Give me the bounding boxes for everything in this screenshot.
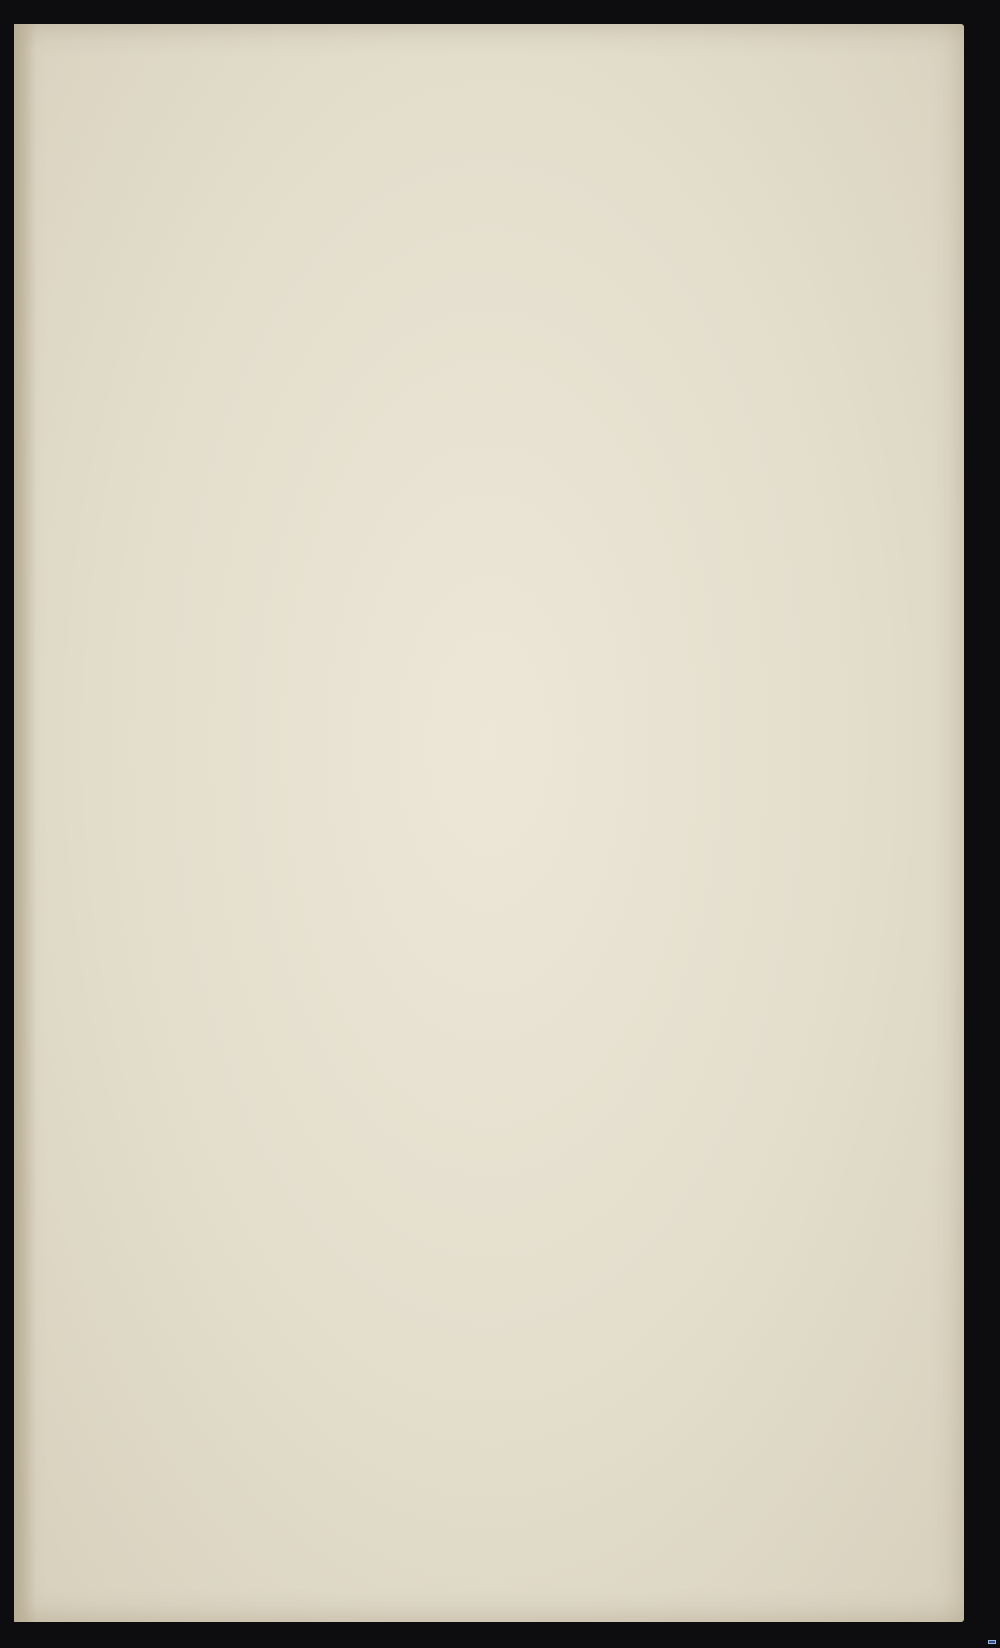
book-page bbox=[14, 24, 964, 1622]
dfg-logo bbox=[988, 1640, 996, 1644]
page-gutter-shadow bbox=[14, 24, 36, 1622]
page-text bbox=[54, 68, 884, 78]
digitization-credit bbox=[984, 1640, 996, 1644]
